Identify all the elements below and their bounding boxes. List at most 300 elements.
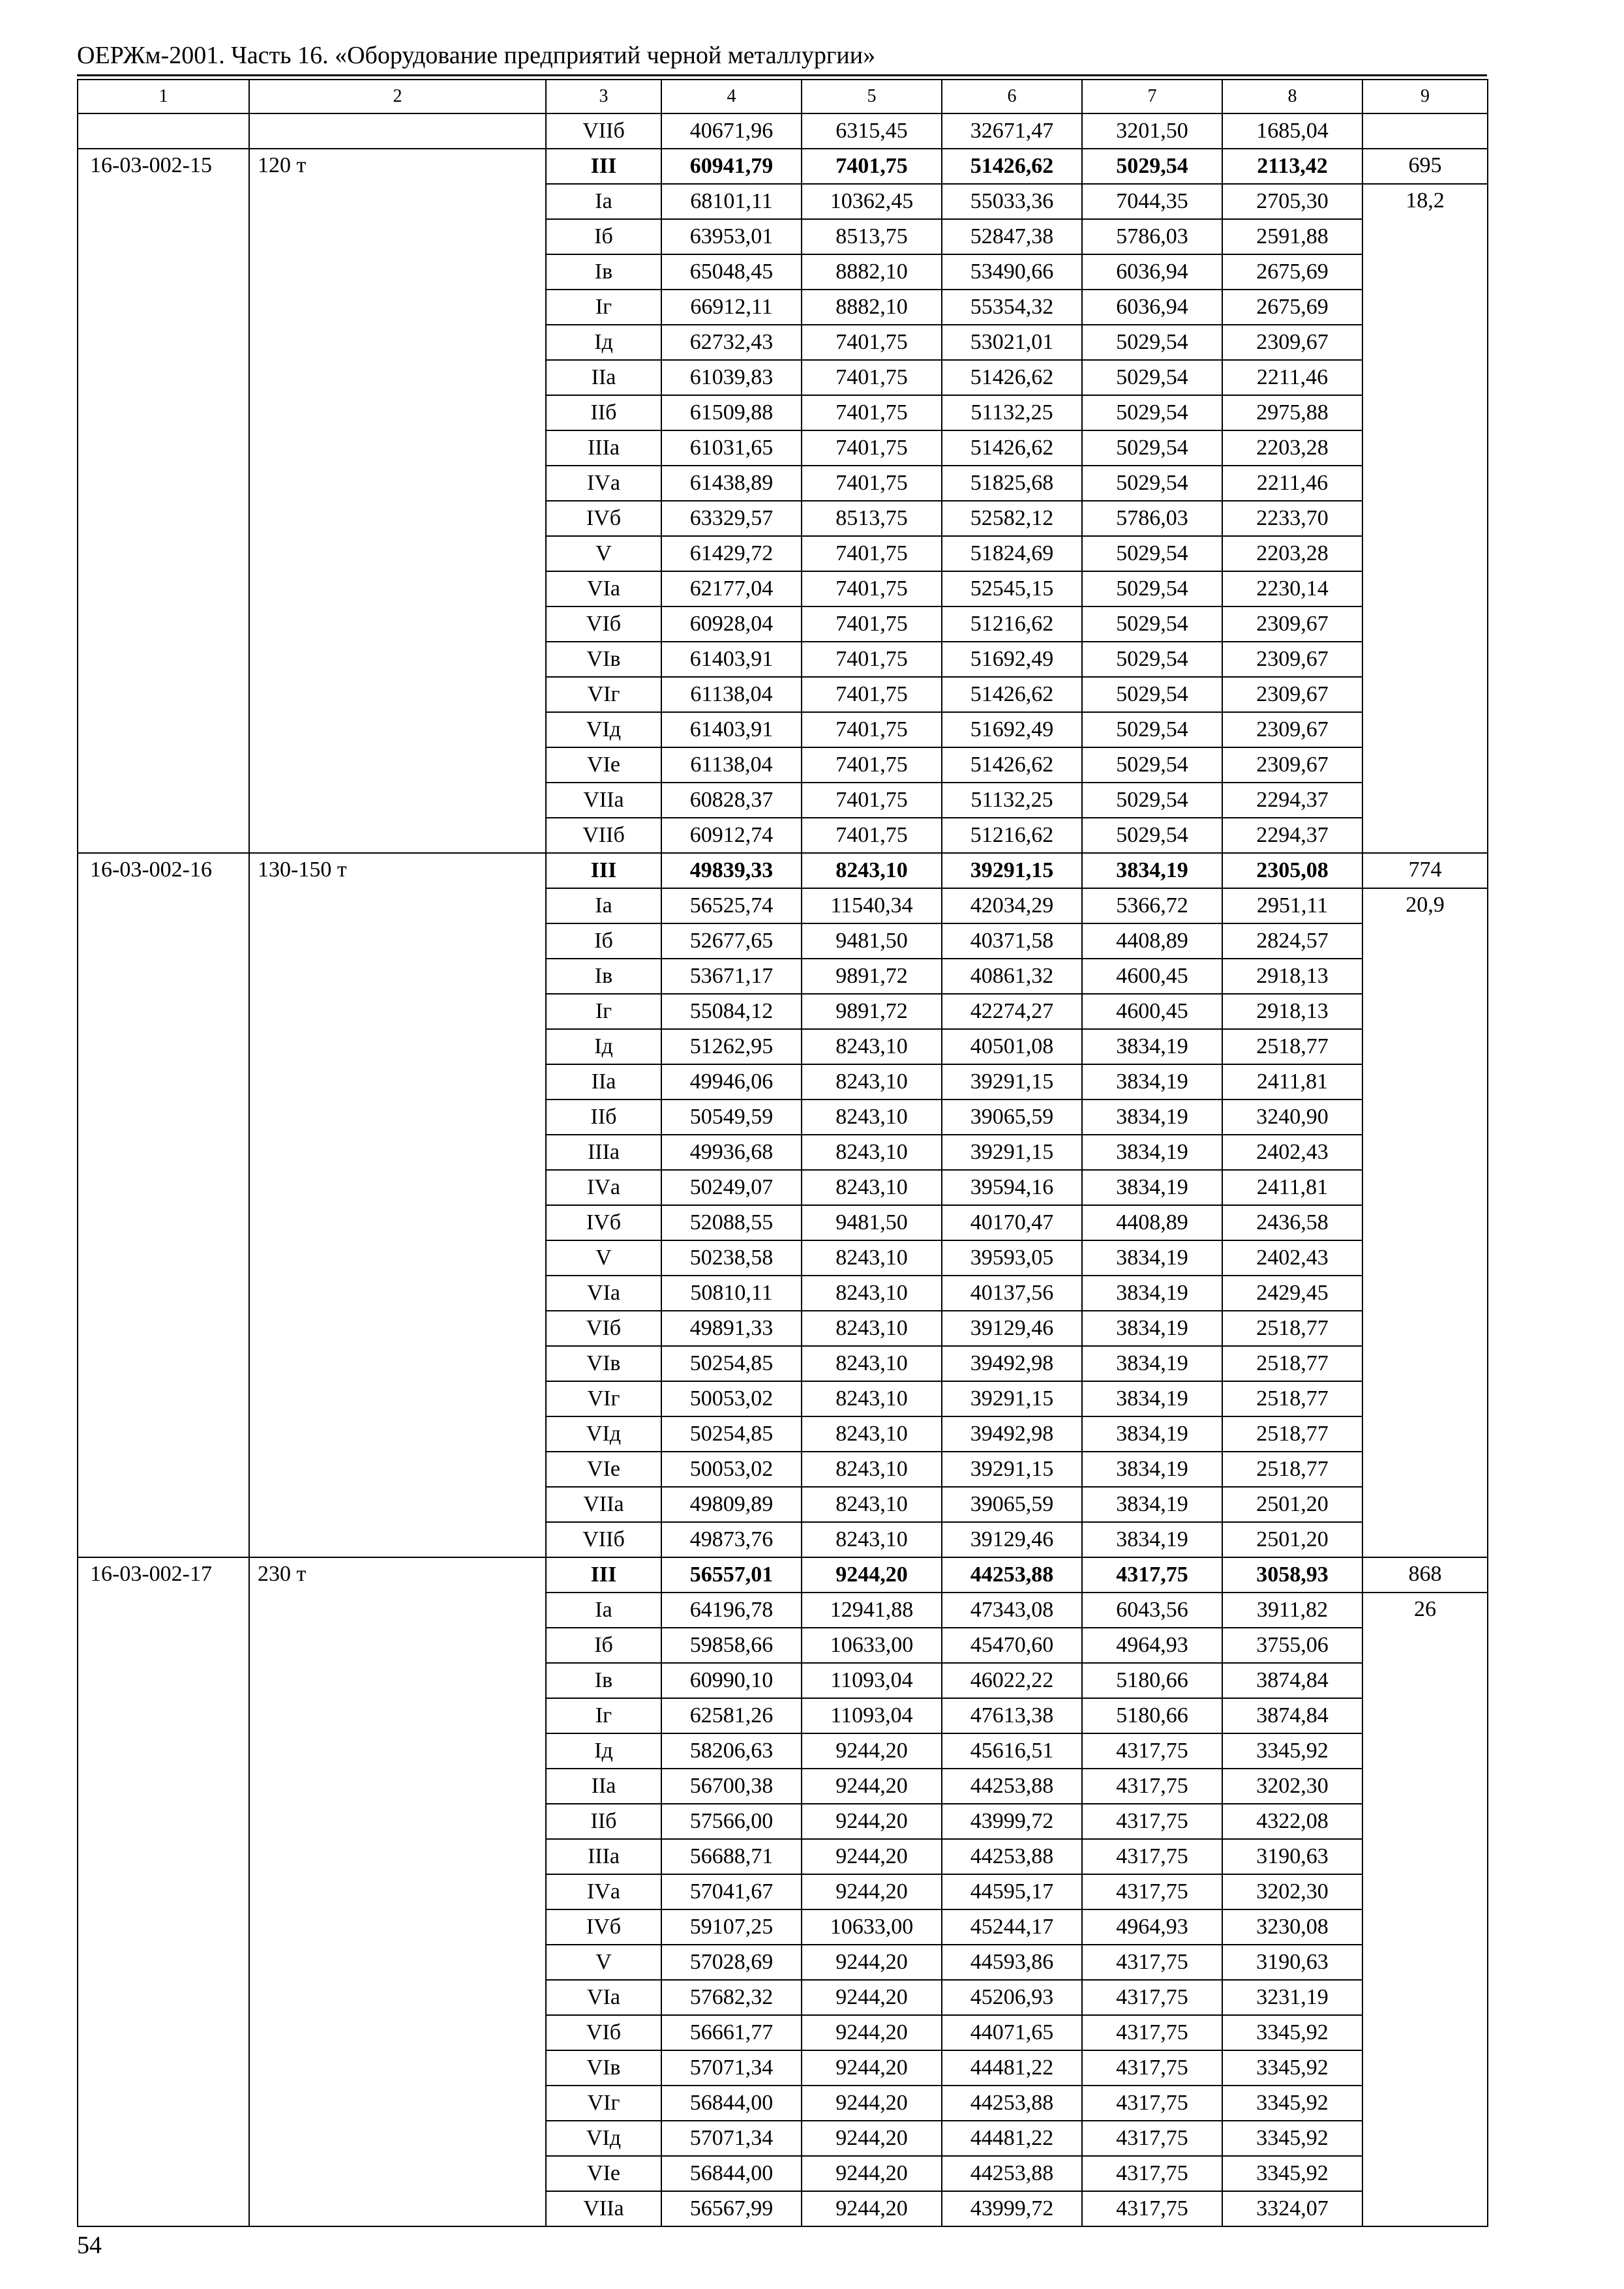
value-cell: 7401,75 [802,747,942,783]
value-cell: 3345,92 [1222,2121,1362,2156]
value-cell: 52677,65 [661,923,802,959]
value-cell: 51825,68 [942,466,1082,501]
value-cell: 49839,33 [661,853,802,888]
value-cell: 2309,67 [1222,606,1362,642]
type-cell: Iа [546,888,661,923]
code-cell: 16-03-002-17 [78,1557,249,2226]
value-cell: 3834,19 [1082,1381,1222,1416]
value-cell: 8243,10 [802,1029,942,1064]
type-cell: VIг [546,677,661,712]
value-cell: 8243,10 [802,1240,942,1276]
value-cell: 4317,75 [1082,1557,1222,1593]
type-cell: IVа [546,1170,661,1205]
type-cell: VIIа [546,1487,661,1522]
value-cell: 56844,00 [661,2086,802,2121]
value-cell: 60928,04 [661,606,802,642]
value-cell: 3230,08 [1222,1909,1362,1945]
value-cell: 4964,93 [1082,1628,1222,1663]
value-cell: 10633,00 [802,1909,942,1945]
value-cell: 45244,17 [942,1909,1082,1945]
value-cell: 49946,06 [661,1064,802,1100]
value-cell: 61138,04 [661,747,802,783]
value-cell: 9244,20 [802,1733,942,1769]
value-cell: 4317,75 [1082,2156,1222,2191]
value-cell: 8243,10 [802,1135,942,1170]
value-cell: 39065,59 [942,1100,1082,1135]
value-cell: 52545,15 [942,571,1082,606]
c9-cell: 774 [1362,853,1488,888]
continuation-row [78,113,1488,149]
value-cell: 11093,04 [802,1663,942,1698]
page-number: 54 [77,2232,102,2259]
value-cell: 3834,19 [1082,1100,1222,1135]
name-cell: 130-150 т [249,853,546,1557]
table-row [78,149,1488,184]
value-cell: 5786,03 [1082,219,1222,254]
code-cell [78,113,249,149]
type-cell: Iб [546,1628,661,1663]
value-cell: 2305,08 [1222,853,1362,888]
type-cell: Iв [546,959,661,994]
value-cell: 2113,42 [1222,149,1362,184]
type-cell: VIб [546,2015,661,2050]
column-number: 2 [249,80,546,113]
value-cell: 51692,49 [942,712,1082,747]
value-cell: 5029,54 [1082,606,1222,642]
value-cell: 56525,74 [661,888,802,923]
value-cell: 3345,92 [1222,2086,1362,2121]
value-cell: 7401,75 [802,677,942,712]
value-cell: 57071,34 [661,2050,802,2086]
value-cell: 8243,10 [802,1311,942,1346]
type-cell: VIг [546,1381,661,1416]
value-cell: 51262,95 [661,1029,802,1064]
value-cell: 9244,20 [802,1839,942,1874]
value-cell: 47613,38 [942,1698,1082,1733]
value-cell: 61403,91 [661,712,802,747]
value-cell: 7401,75 [802,642,942,677]
value-cell: 44253,88 [942,2156,1082,2191]
type-cell: V [546,536,661,571]
value-cell: 2918,13 [1222,959,1362,994]
value-cell: 8513,75 [802,501,942,536]
value-cell: 56557,01 [661,1557,802,1593]
value-cell: 57682,32 [661,1980,802,2015]
value-cell: 10633,00 [802,1628,942,1663]
value-cell: 39065,59 [942,1487,1082,1522]
value-cell: 4317,75 [1082,1769,1222,1804]
value-cell: 3345,92 [1222,1733,1362,1769]
value-cell: 4317,75 [1082,1874,1222,1909]
value-cell: 12941,88 [802,1593,942,1628]
value-cell: 51426,62 [942,149,1082,184]
value-cell: 2518,77 [1222,1029,1362,1064]
value-cell: 40501,08 [942,1029,1082,1064]
type-cell: VIг [546,2086,661,2121]
value-cell: 3345,92 [1222,2015,1362,2050]
value-cell: 9244,20 [802,2050,942,2086]
c9-cell [1362,113,1488,149]
value-cell: 55033,36 [942,184,1082,219]
value-cell: 55354,32 [942,290,1082,325]
value-cell: 5029,54 [1082,325,1222,360]
value-cell: 3755,06 [1222,1628,1362,1663]
value-cell: 44253,88 [942,2086,1082,2121]
value-cell: 60912,74 [661,818,802,853]
value-cell: 39594,16 [942,1170,1082,1205]
value-cell: 3834,19 [1082,1522,1222,1557]
value-cell: 44253,88 [942,1769,1082,1804]
value-cell: 4322,08 [1222,1804,1362,1839]
value-cell: 2211,46 [1222,360,1362,395]
type-cell: IIа [546,360,661,395]
value-cell: 55084,12 [661,994,802,1029]
value-cell: 5029,54 [1082,360,1222,395]
value-cell: 44481,22 [942,2121,1082,2156]
value-cell: 3324,07 [1222,2191,1362,2226]
value-cell: 61438,89 [661,466,802,501]
type-cell: VIе [546,747,661,783]
type-cell: Iг [546,290,661,325]
value-cell: 32671,47 [942,113,1082,149]
column-number: 3 [546,80,661,113]
value-cell: 5786,03 [1082,501,1222,536]
value-cell: 7401,75 [802,606,942,642]
price-table [77,79,1488,2227]
value-cell: 49873,76 [661,1522,802,1557]
name-cell: 120 т [249,149,546,853]
value-cell: 49891,33 [661,1311,802,1346]
value-cell: 5366,72 [1082,888,1222,923]
value-cell: 2918,13 [1222,994,1362,1029]
type-cell: VIд [546,1416,661,1452]
value-cell: 2211,46 [1222,466,1362,501]
value-cell: 1685,04 [1222,113,1362,149]
column-number: 6 [942,80,1082,113]
type-cell: IIIа [546,1839,661,1874]
value-cell: 40671,96 [661,113,802,149]
value-cell: 51426,62 [942,360,1082,395]
value-cell: 2294,37 [1222,783,1362,818]
value-cell: 7401,75 [802,712,942,747]
value-cell: 7401,75 [802,395,942,430]
type-cell: VIIб [546,818,661,853]
value-cell: 2429,45 [1222,1276,1362,1311]
value-cell: 5180,66 [1082,1663,1222,1698]
value-cell: 61031,65 [661,430,802,466]
value-cell: 9244,20 [802,1804,942,1839]
value-cell: 2402,43 [1222,1135,1362,1170]
value-cell: 3834,19 [1082,1487,1222,1522]
value-cell: 9244,20 [802,1980,942,2015]
value-cell: 45206,93 [942,1980,1082,2015]
value-cell: 5029,54 [1082,395,1222,430]
value-cell: 2675,69 [1222,290,1362,325]
value-cell: 3834,19 [1082,1452,1222,1487]
value-cell: 5029,54 [1082,677,1222,712]
value-cell: 49936,68 [661,1135,802,1170]
value-cell: 8243,10 [802,1100,942,1135]
value-cell: 2203,28 [1222,536,1362,571]
value-cell: 3345,92 [1222,2050,1362,2086]
value-cell: 3834,19 [1082,1311,1222,1346]
value-cell: 39291,15 [942,1064,1082,1100]
value-cell: 51692,49 [942,642,1082,677]
value-cell: 40371,58 [942,923,1082,959]
value-cell: 5029,54 [1082,747,1222,783]
value-cell: 2309,67 [1222,642,1362,677]
value-cell: 39129,46 [942,1522,1082,1557]
type-cell: VIIб [546,113,661,149]
value-cell: 3190,63 [1222,1945,1362,1980]
value-cell: 66912,11 [661,290,802,325]
value-cell: 50053,02 [661,1381,802,1416]
value-cell: 7401,75 [802,430,942,466]
running-header: ОЕРЖм-2001. Часть 16. «Оборудование предприятий черной металлургии» [77,42,876,69]
value-cell: 2230,14 [1222,571,1362,606]
value-cell: 57566,00 [661,1804,802,1839]
value-cell: 44071,65 [942,2015,1082,2050]
value-cell: 43999,72 [942,2191,1082,2226]
table-row [78,853,1488,888]
value-cell: 9244,20 [802,1945,942,1980]
value-cell: 51216,62 [942,818,1082,853]
value-cell: 39291,15 [942,1135,1082,1170]
type-cell: IIб [546,395,661,430]
value-cell: 61509,88 [661,395,802,430]
value-cell: 7401,75 [802,466,942,501]
type-cell: VIд [546,2121,661,2156]
value-cell: 8882,10 [802,290,942,325]
value-cell: 39492,98 [942,1346,1082,1381]
value-cell: 4317,75 [1082,1839,1222,1874]
value-cell: 2591,88 [1222,219,1362,254]
value-cell: 7401,75 [802,360,942,395]
value-cell: 59107,25 [661,1909,802,1945]
value-cell: 9244,20 [802,2191,942,2226]
type-cell: VIIа [546,2191,661,2226]
type-cell: IIа [546,1769,661,1804]
value-cell: 2309,67 [1222,677,1362,712]
type-cell: V [546,1240,661,1276]
value-cell: 4408,89 [1082,1205,1222,1240]
type-cell: IIб [546,1804,661,1839]
value-cell: 57028,69 [661,1945,802,1980]
value-cell: 3834,19 [1082,1276,1222,1311]
value-cell: 44593,86 [942,1945,1082,1980]
value-cell: 3834,19 [1082,1240,1222,1276]
value-cell: 3874,84 [1222,1663,1362,1698]
value-cell: 2402,43 [1222,1240,1362,1276]
value-cell: 51132,25 [942,783,1082,818]
value-cell: 7044,35 [1082,184,1222,219]
value-cell: 3834,19 [1082,1029,1222,1064]
type-cell: VIб [546,606,661,642]
value-cell: 3874,84 [1222,1698,1362,1733]
value-cell: 4600,45 [1082,959,1222,994]
value-cell: 9891,72 [802,959,942,994]
value-cell: 39129,46 [942,1311,1082,1346]
value-cell: 6036,94 [1082,254,1222,290]
value-cell: 44253,88 [942,1557,1082,1593]
value-cell: 3834,19 [1082,1170,1222,1205]
value-cell: 39291,15 [942,1381,1082,1416]
c9-cell: 695 [1362,149,1488,184]
value-cell: 56844,00 [661,2156,802,2191]
value-cell: 40861,32 [942,959,1082,994]
value-cell: 4317,75 [1082,2015,1222,2050]
value-cell: 56688,71 [661,1839,802,1874]
value-cell: 4317,75 [1082,2086,1222,2121]
type-cell: III [546,149,661,184]
value-cell: 9244,20 [802,2086,942,2121]
value-cell: 6315,45 [802,113,942,149]
value-cell: 52582,12 [942,501,1082,536]
value-cell: 5029,54 [1082,642,1222,677]
value-cell: 5029,54 [1082,466,1222,501]
type-cell: IVа [546,466,661,501]
value-cell: 6036,94 [1082,290,1222,325]
value-cell: 62177,04 [661,571,802,606]
value-cell: 4317,75 [1082,1980,1222,2015]
code-cell: 16-03-002-16 [78,853,249,1557]
value-cell: 53021,01 [942,325,1082,360]
type-cell: Iб [546,219,661,254]
value-cell: 42274,27 [942,994,1082,1029]
type-cell: IIIа [546,1135,661,1170]
value-cell: 50249,07 [661,1170,802,1205]
value-cell: 51216,62 [942,606,1082,642]
value-cell: 3834,19 [1082,1064,1222,1100]
type-cell: Iд [546,325,661,360]
type-cell: VIIб [546,1522,661,1557]
value-cell: 8243,10 [802,1416,942,1452]
value-cell: 44595,17 [942,1874,1082,1909]
type-cell: IVб [546,1205,661,1240]
value-cell: 39593,05 [942,1240,1082,1276]
value-cell: 10362,45 [802,184,942,219]
value-cell: 8243,10 [802,1064,942,1100]
type-cell: Iд [546,1029,661,1064]
value-cell: 3201,50 [1082,113,1222,149]
value-cell: 50254,85 [661,1346,802,1381]
value-cell: 2411,81 [1222,1064,1362,1100]
value-cell: 7401,75 [802,571,942,606]
value-cell: 49809,89 [661,1487,802,1522]
type-cell: Iа [546,184,661,219]
value-cell: 3190,63 [1222,1839,1362,1874]
value-cell: 62732,43 [661,325,802,360]
value-cell: 5029,54 [1082,818,1222,853]
value-cell: 2824,57 [1222,923,1362,959]
value-cell: 51824,69 [942,536,1082,571]
type-cell: Iв [546,1663,661,1698]
column-number: 1 [78,80,249,113]
value-cell: 2501,20 [1222,1522,1362,1557]
column-number-row [78,80,1488,113]
column-number: 5 [802,80,942,113]
value-cell: 61039,83 [661,360,802,395]
value-cell: 56567,99 [661,2191,802,2226]
code-cell: 16-03-002-15 [78,149,249,853]
value-cell: 3834,19 [1082,1416,1222,1452]
value-cell: 45470,60 [942,1628,1082,1663]
type-cell: IIа [546,1064,661,1100]
value-cell: 9244,20 [802,1769,942,1804]
type-cell: III [546,853,661,888]
value-cell: 2518,77 [1222,1311,1362,1346]
type-cell: IIб [546,1100,661,1135]
value-cell: 61429,72 [661,536,802,571]
value-cell: 47343,08 [942,1593,1082,1628]
value-cell: 61403,91 [661,642,802,677]
value-cell: 60828,37 [661,783,802,818]
value-cell: 5029,54 [1082,149,1222,184]
value-cell: 2203,28 [1222,430,1362,466]
value-cell: 60990,10 [661,1663,802,1698]
value-cell: 8243,10 [802,1346,942,1381]
type-cell: Iв [546,254,661,290]
value-cell: 3231,19 [1222,1980,1362,2015]
value-cell: 9244,20 [802,1874,942,1909]
value-cell: 3834,19 [1082,1346,1222,1381]
value-cell: 46022,22 [942,1663,1082,1698]
type-cell: IIIа [546,430,661,466]
value-cell: 3834,19 [1082,1135,1222,1170]
type-cell: VIе [546,2156,661,2191]
value-cell: 59858,66 [661,1628,802,1663]
value-cell: 2411,81 [1222,1170,1362,1205]
value-cell: 3834,19 [1082,853,1222,888]
value-cell: 44253,88 [942,1839,1082,1874]
value-cell: 39291,15 [942,853,1082,888]
value-cell: 3202,30 [1222,1874,1362,1909]
value-cell: 9244,20 [802,2121,942,2156]
value-cell: 62581,26 [661,1698,802,1733]
value-cell: 2309,67 [1222,325,1362,360]
column-number: 4 [661,80,802,113]
value-cell: 50053,02 [661,1452,802,1487]
value-cell: 4964,93 [1082,1909,1222,1945]
value-cell: 11540,34 [802,888,942,923]
type-cell: Iа [546,1593,661,1628]
type-cell: Iд [546,1733,661,1769]
column-number: 9 [1362,80,1488,113]
value-cell: 3345,92 [1222,2156,1362,2191]
value-cell: 52847,38 [942,219,1082,254]
type-cell: VIа [546,1276,661,1311]
value-cell: 7401,75 [802,325,942,360]
name-cell [249,113,546,149]
value-cell: 5029,54 [1082,783,1222,818]
value-cell: 8243,10 [802,1487,942,1522]
value-cell: 8243,10 [802,1452,942,1487]
value-cell: 7401,75 [802,783,942,818]
table-row [78,1557,1488,1593]
value-cell: 7401,75 [802,536,942,571]
type-cell: VIе [546,1452,661,1487]
value-cell: 2951,11 [1222,888,1362,923]
value-cell: 7401,75 [802,149,942,184]
value-cell: 40170,47 [942,1205,1082,1240]
value-cell: 4317,75 [1082,2191,1222,2226]
type-cell: IVб [546,501,661,536]
c9-cell: 20,9 [1362,888,1488,1557]
value-cell: 4317,75 [1082,2121,1222,2156]
value-cell: 57041,67 [661,1874,802,1909]
type-cell: VIIа [546,783,661,818]
value-cell: 60941,79 [661,149,802,184]
